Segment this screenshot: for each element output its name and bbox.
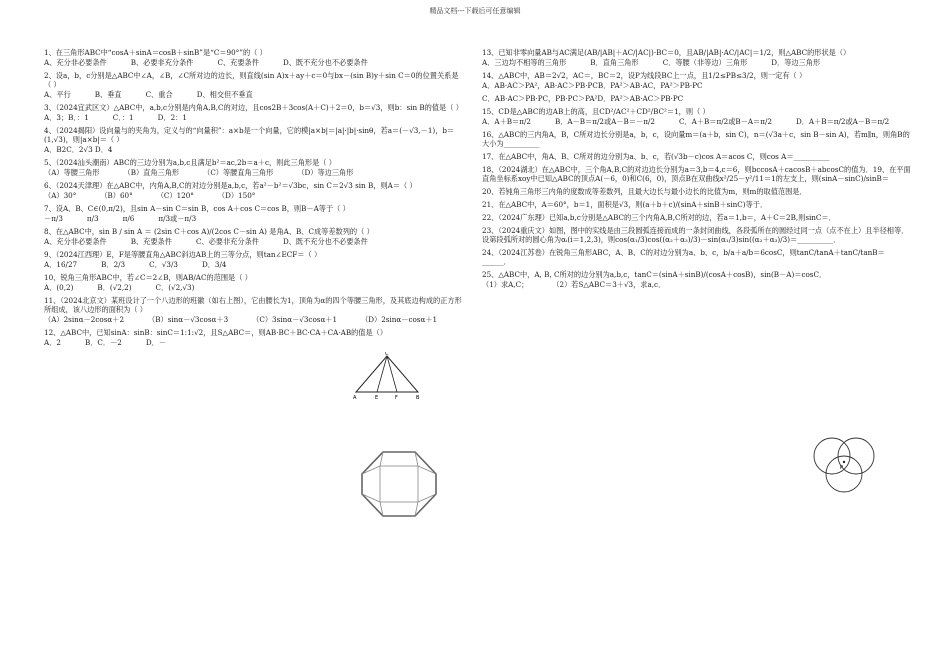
question-stem: 2、设a，b，c分别是△ABC中∠A，∠B，∠C所对边的边长，则直线(sin A)x＋ay＋c＝0与bx－(sin B)y＋sin C＝0的位置关系是（ ） <box>44 71 459 89</box>
page-header: 精品文档---下载后可任意编辑 <box>429 7 521 15</box>
question-stem: 6、（2024天津理）在△ABC中，内角A,B,C的对边分别是a,b,c，若a²－b²＝√3bc，sin C＝2√3 sin B，则A＝（ ） <box>44 181 417 190</box>
question-q16 <box>482 130 912 148</box>
option-item: （1）求A,C； <box>482 280 529 289</box>
triangle-figure <box>352 352 422 400</box>
option-item: A、充分非必要条件 <box>44 237 107 246</box>
question-stem: 23、（2024重庆文）如图，图中的实线是由三段圆弧连接而成的一条封闭曲线，各段弧所在的圆经过同一点（点不在上）且半径相等．设第段弧所对的圆心角为αᵢ(i＝1,2,3)，则cos(α₁/3)cos((α₂＋α₃)/3)－sin(α₁/3)sin((α₂＋α₃)/3)＝__________． <box>482 226 909 244</box>
question-stem: 10、锐角三角形ABC中，若∠C＝2∠B，则AB/AC的范围是（ ） <box>44 273 252 282</box>
circles-point-label: P <box>840 465 844 471</box>
option-item: C、重合 <box>145 90 173 99</box>
options-row <box>44 113 464 122</box>
option-item: （B）60° <box>100 191 133 200</box>
question-q5 <box>44 158 464 177</box>
question-stem: 14、△ABC中，AB＝2√2，AC＝，BC＝2，设P为线段BC上一点，且1/2≤PB≤3/2，则一定有（ ） <box>482 71 807 80</box>
option-item: C．等腰（非等边）三角形 <box>662 58 748 67</box>
options-row <box>482 58 912 67</box>
option-item: π/3 <box>86 214 99 223</box>
question-stem: 18、（2024湖北）在△ABC中，三个角A,B,C的对边边长分别为a＝3,b＝4,c＝6，则bccosA＋cacosB＋abcosC的值为．19、在平面直角坐标系xoy中已知△ABC的顶点A(－6，0)和C(6，0)，顶点B在双曲线x²/25－y²/11＝1的左支上，则(sinA－sinC)/sinB＝ <box>482 165 911 183</box>
question-stem: 15、CD是△ABC的边AB上的高，且CD²/AC²＋CD²/BC²＝1，则（ ） <box>482 107 710 116</box>
option-item: B、必要非充分条件 <box>130 58 194 67</box>
octagon-figure <box>358 448 440 520</box>
option-item: B．C．－2 <box>84 338 122 347</box>
option-item: （A）30° <box>44 191 77 200</box>
question-stem: 8、在△ABC中，sin B / sin A ＝ (2sin C＋cos A)/(2cos C－sin A) 是角A、B、C成等差数列的（ ） <box>44 227 374 236</box>
options-row <box>44 283 464 292</box>
question-q22 <box>482 213 912 222</box>
options-row <box>44 237 464 246</box>
option-item: C．A＋B＝π/2或B－A＝π/2 <box>678 117 772 126</box>
option-item: A．A＋B＝π/2 <box>482 117 531 126</box>
option-item: A．(0,2) <box>44 283 74 292</box>
option-item: D、既不充分也不必要条件 <box>282 237 368 246</box>
question-q13 <box>482 48 912 67</box>
question-q8 <box>44 227 464 246</box>
option-item: A、充分非必要条件 <box>44 58 107 67</box>
question-q9 <box>44 250 464 269</box>
options-row <box>482 117 912 126</box>
option-item: （B）sinα－√3cosα＋3 <box>148 315 229 324</box>
option-item: D．3/4 <box>201 260 227 269</box>
question-stem: 7、设A、B、C∈(0,π/2)，且sin A－sin C＝sin B，cos A＋cos C＝cos B，则B－A等于（ ） <box>44 204 350 213</box>
question-stem: 5、（2024汕头潮南）ABC的三边分别为a,b,c且满足b²＝ac,2b＝a＋c，则此三角形是（ ） <box>44 158 336 167</box>
option-item: B、垂直 <box>94 90 122 99</box>
question-q21 <box>482 200 912 209</box>
question-stem: 20、若钝角三角形三内角的度数成等差数列，且最大边长与最小边长的比值为m，则m的取值范围是． <box>482 187 807 196</box>
left-column <box>44 48 464 351</box>
option-item: C．AB·AC＞PB·PC，PB·PC＞PA²D．PA²＞AB·AC＞PB·PC <box>482 94 684 103</box>
option-item: A、平行 <box>44 90 71 99</box>
options-row <box>44 58 464 67</box>
option-item: C、充要条件 <box>217 58 259 67</box>
question-q11 <box>44 296 464 324</box>
option-item: （D）150° <box>217 191 256 200</box>
option-item: A．2 <box>44 338 61 347</box>
option-item: （2）若S△ABC＝3＋√3，求a,c． <box>552 280 666 289</box>
question-q23 <box>482 226 912 244</box>
option-item: C．(√2,√3) <box>155 283 195 292</box>
question-q10 <box>44 273 464 292</box>
option-item: （A）等腰三角形 <box>44 168 100 177</box>
option-item: A．三边均不相等的三角形 <box>482 58 567 67</box>
option-item: D．等边三角形 <box>771 58 821 67</box>
fig-label-e: E <box>375 395 379 400</box>
three-circles-figure <box>808 432 880 494</box>
options-row <box>44 145 464 154</box>
question-stem: 3、（2024宜武区文）△ABC中，a,b,c分别是内角A,B,C的对边，且cos2B＋3cos(A＋C)＋2＝0，b＝√3，则b：sin B的值是（ ） <box>44 103 463 112</box>
options-row <box>44 338 464 347</box>
options-row <box>482 280 912 289</box>
question-stem: 24、（2024江苏卷）在锐角三角形ABC，A、B、C的对边分别为a、b、c，b/a＋a/b＝6cosC，则tanC/tanA＋tanC/tanB＝______． <box>482 248 885 266</box>
question-stem: 9、（2024江西理）E，F是等腰直角△ABC斜边AB上的三等分点，则tan∠ECF＝（ ） <box>44 250 322 259</box>
option-item: （C）3sinα－√3cosα＋1 <box>252 315 338 324</box>
option-item: （B）直角三角形 <box>123 168 180 177</box>
options-row <box>482 81 912 103</box>
question-stem: 12、△ABC中，已知sinA：sinB：sinC＝1:1:√2，且S△ABC＝，则AB·BC＋BC·CA＋CA·AB的值是（） <box>44 328 388 337</box>
option-item: C．√3/3 <box>149 260 178 269</box>
options-row <box>44 90 464 99</box>
options-row <box>44 168 464 177</box>
question-q18 <box>482 165 912 183</box>
option-item: C．：1 <box>112 113 134 122</box>
question-stem: 4、（2024揭阳）设向量与的夹角为，定义与的“向量积”：a×b是一个向量，它的模|a×b|＝|a|·|b|·sinθ，若a＝(－√3,－1)，b＝(1,√3)，则|a×b|＝（ ） <box>44 126 455 144</box>
question-stem: 13、已知非零向量AB与AC满足(AB/|AB|＋AC/|AC|)·BC＝0，且AB/|AB|·AC/|AC|＝1/2，则△ABC的形状是（） <box>482 48 851 57</box>
option-item: B．A－B＝π/2或A－B＝－π/2 <box>554 117 655 126</box>
question-q25 <box>482 270 912 289</box>
question-q20 <box>482 187 912 196</box>
question-q24 <box>482 248 912 266</box>
option-item: A．3；B．：1 <box>44 113 89 122</box>
option-item: －π/3 <box>44 214 63 223</box>
option-item: B．(√2,2) <box>97 283 132 292</box>
question-q3 <box>44 103 464 122</box>
question-q17 <box>482 152 912 161</box>
question-stem: 21、在△ABC中，A＝60°，b＝1，面积是√3，则(a＋b＋c)/(sinA＋sinB＋sinC)等于． <box>482 200 768 209</box>
fig-label-f: F <box>395 395 398 400</box>
question-stem: 25、△ABC中，A, B, C所对的边分别为a,b,c，tanC＝(sinA＋sinB)/(cosA＋cosB)，sin(B－A)＝cosC． <box>482 270 827 279</box>
question-q6 <box>44 181 464 200</box>
option-item: A．B2C．2√3 D．4 <box>44 145 113 154</box>
question-q12 <box>44 328 464 347</box>
question-q7 <box>44 204 464 223</box>
options-row <box>44 315 464 324</box>
question-q14 <box>482 71 912 103</box>
options-row <box>44 191 464 200</box>
option-item: D．A＋B＝π/2或A－B＝π/2 <box>795 117 890 126</box>
option-item: D．2：1 <box>157 113 187 122</box>
option-item: （C）120° <box>156 191 194 200</box>
option-item: π/3或－π/3 <box>158 214 197 223</box>
option-item: A．16/27 <box>44 260 78 269</box>
question-stem: 11、（2024北京文）某班设计了一个八边形的班徽（如右上图），它由腰长为1，顶角为α的四个等腰三角形，及其底边构成的正方形所组成，该八边形的面积为（ ） <box>44 296 462 314</box>
question-q1 <box>44 48 464 67</box>
option-item: D．－ <box>145 338 167 347</box>
question-q2 <box>44 71 464 99</box>
question-stem: 16、△ABC的三内角A，B，C所对边长分别是a，b，c，设向量m＝(a＋b，sin C)，n＝(√3a＋c，sin B－sin A)，若m∥n，则角B的大小为__________ <box>482 130 910 148</box>
option-item: A．AB·AC＞PA²，AB·AC＞PB·PCB．PA²＞AB·AC，PA²＞PB·PC <box>482 81 703 90</box>
option-item: C、必要非充分条件 <box>195 237 259 246</box>
fig-label-b: B <box>416 395 420 400</box>
option-item: （D）2sinα－cosα＋1 <box>361 315 438 324</box>
option-item: B．直角三角形 <box>590 58 639 67</box>
option-item: D、既不充分也不必要条件 <box>282 58 368 67</box>
question-q15 <box>482 107 912 126</box>
options-row <box>44 260 464 269</box>
option-item: D、相交但不垂直 <box>196 90 253 99</box>
right-column <box>482 48 912 293</box>
option-item: （A）2sinα－2cosα＋2 <box>44 315 125 324</box>
option-item: B、充要条件 <box>130 237 172 246</box>
option-item: （D）等边三角形 <box>297 168 354 177</box>
fig-label-c: C <box>385 352 389 357</box>
options-row <box>44 214 464 223</box>
question-stem: 1、在三角形ABC中“cosA＋sinA＝cosB＋sinB”是“C＝90°”的（ ） <box>44 48 267 57</box>
question-stem: 17、在△ABC中，角A、B、C所对的边分别为a、b、c，若(√3b－c)cos A＝acos C，则cos A＝__________ <box>482 152 830 161</box>
fig-label-a: A <box>353 395 357 400</box>
option-item: （C）等腰直角三角形 <box>203 168 274 177</box>
option-item: π/6 <box>122 214 135 223</box>
question-q4 <box>44 126 464 154</box>
option-item: B．2/3 <box>101 260 126 269</box>
question-stem: 22、（2024广东理）已知a,b,c分别是△ABC的三个内角A,B,C所对的边，若a＝1,b＝，A＋C＝2B,则sinC＝． <box>482 213 836 222</box>
